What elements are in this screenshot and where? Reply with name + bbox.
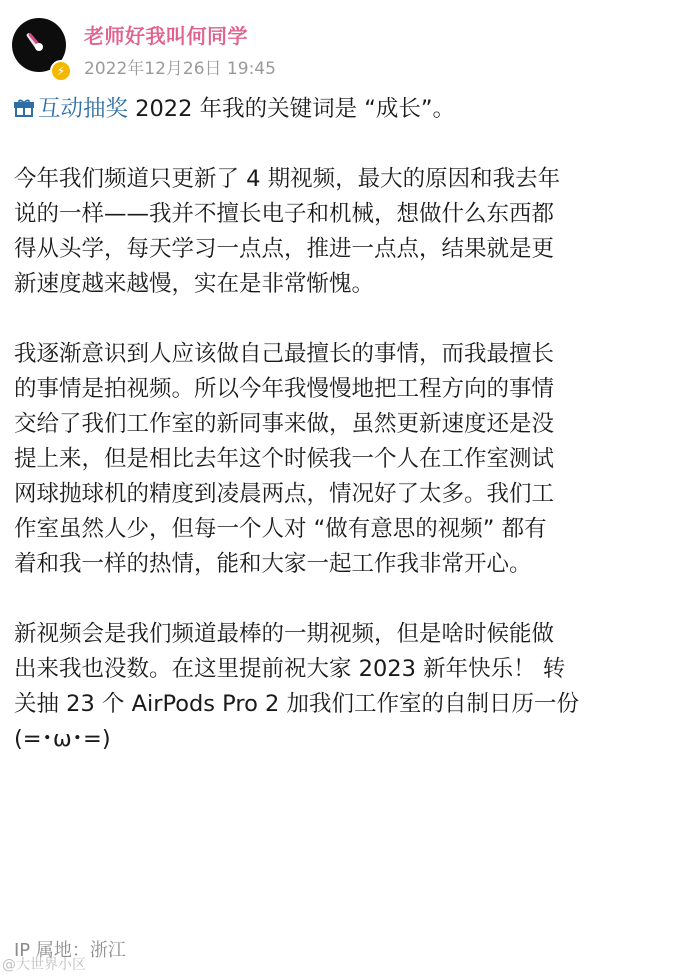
paragraph-2	[14, 337, 686, 582]
paragraph-gap	[14, 302, 686, 337]
text-line: 新视频会是我们频道最棒的一期视频，但是啥时候能做	[14, 621, 555, 647]
paragraph-1	[14, 162, 686, 302]
text-line: (=･ω･=)	[14, 726, 111, 752]
headline-text: 2022 年我的关键词是 “成长”。	[128, 96, 456, 122]
text-line: 说的一样——我并不擅长电子和机械，想做什么东西都	[14, 201, 555, 227]
text-line: 我逐渐意识到人应该做自己最擅长的事情，而我最擅长	[14, 341, 555, 367]
verified-badge-icon: ⚡	[50, 60, 72, 82]
lottery-tag-label: 互动抽奖	[38, 96, 129, 122]
text-line: 着和我一样的热情，能和大家一起工作我非常开心。	[14, 551, 532, 577]
post-body	[14, 92, 686, 757]
lottery-tag[interactable]	[14, 96, 128, 122]
first-line	[14, 92, 686, 127]
text-line: 关抽 23 个 AirPods Pro 2 加我们工作室的自制日历一份	[14, 691, 579, 717]
post-header	[6, 16, 686, 86]
clock-center	[35, 43, 43, 51]
text-line: 提上来，但是相比去年这个时候我一个人在工作室测试	[14, 446, 555, 472]
text-line: 的事情是拍视频。所以今年我慢慢地把工程方向的事情	[14, 376, 555, 402]
watermark: @大世界小区	[2, 957, 86, 973]
paragraph-gap	[14, 582, 686, 617]
ip-location: IP 属地：浙江	[14, 940, 126, 961]
text-line: 得从头学，每天学习一点点，推进一点点，结果就是更	[14, 236, 555, 262]
post-timestamp[interactable]: 2022年12月26日 19:45	[84, 59, 276, 79]
text-line: 新速度越来越慢，实在是非常惭愧。	[14, 271, 375, 297]
text-line: 网球抛球机的精度到凌晨两点，情况好了太多。我们工	[14, 481, 555, 507]
text-line: 交给了我们工作室的新同事来做，虽然更新速度还是没	[14, 411, 555, 437]
paragraph-3	[14, 617, 686, 757]
text-line: 今年我们频道只更新了 4 期视频，最大的原因和我去年	[14, 166, 561, 192]
text-line: 作室虽然人少，但每一个人对 “做有意思的视频” 都有	[14, 516, 547, 542]
paragraph-gap	[14, 127, 686, 162]
author-name[interactable]: 老师好我叫何同学	[84, 24, 248, 48]
text-line: 出来我也没数。在这里提前祝大家 2023 新年快乐！ 转	[14, 656, 566, 682]
gift-icon	[14, 94, 34, 129]
